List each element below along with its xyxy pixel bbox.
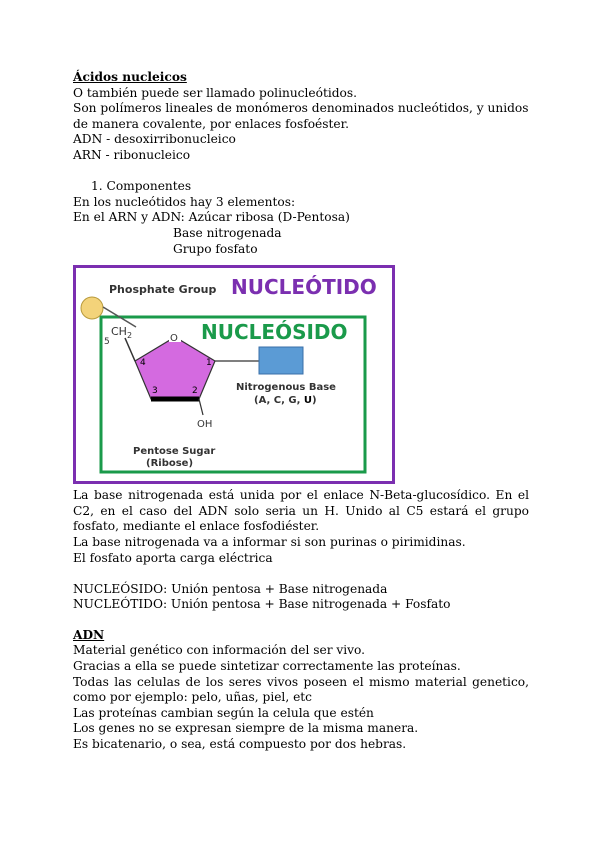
paragraph: La base nitrogenada va a informar si son purinas o pirimidinas. xyxy=(73,534,466,549)
carbon-3-label: 3 xyxy=(152,386,158,397)
intro-line: ADN - desoxirribonucleico xyxy=(73,132,236,147)
adn-line: Material genético con información del ser vivo. xyxy=(73,643,366,658)
adn-line: Gracias a ella se puede sintetizar correctamente las proteínas. xyxy=(73,659,461,674)
ring-oxygen-label: O xyxy=(170,333,178,345)
ribose-label: (Ribose) xyxy=(146,458,194,470)
adn-heading: ADN xyxy=(73,627,105,642)
phosphate-label: Phosphate Group xyxy=(109,283,217,297)
nucleotide-title: NUCLEÓTIDO xyxy=(231,275,377,300)
components-line: En el ARN y ADN: Azúcar ribosa (D-Pentosa) xyxy=(73,210,350,225)
adn-line: Todas las celulas de los seres vivos poseen el mismo material genetico, como por ejemplo: pelo, uñas, piel, etc xyxy=(73,674,529,705)
paragraph: La base nitrogenada está unida por el enlace N-Beta-glucosídico. En el C2, en el caso del ADN solo seria un H. Unido al C5 estará el grupo fosfato, mediante el enlace fosfodiéster. xyxy=(73,488,529,534)
nitrogenous-base-icon xyxy=(259,347,303,374)
components-extra: Base nitrogenada xyxy=(173,225,282,240)
doc-title: Ácidos nucleicos xyxy=(73,70,187,84)
list-item-componentes: 1. Componentes xyxy=(91,179,192,194)
definition-nucleoside: NUCLEÓSIDO: Unión pentosa + Base nitrogenada xyxy=(73,581,388,596)
nucleotide-diagram xyxy=(73,265,395,484)
paragraph: El fosfato aporta carga eléctrica xyxy=(73,550,273,565)
adn-line: Es bicatenario, o sea, está compuesto por dos hebras. xyxy=(73,737,407,752)
intro-line: Son polímeros lineales de monómeros denominados nucleótidos, y unidos de manera covalente, por enlaces fosfoéster. xyxy=(73,101,529,131)
carbon-2-label: 2 xyxy=(192,386,198,397)
nucleoside-title: NUCLEÓSIDO xyxy=(201,320,348,345)
intro-line: ARN - ribonucleico xyxy=(73,147,191,162)
phosphate-icon xyxy=(81,297,103,319)
components-intro: En los nucleótidos hay 3 elementos: xyxy=(73,194,296,209)
ch2-label: $CH_2$ xyxy=(111,325,133,341)
document-page xyxy=(73,70,529,753)
adn-line: Las proteínas cambian según la celula que estén xyxy=(73,705,374,720)
carbon-5-label: 5 xyxy=(104,337,110,348)
nucleotide-figure xyxy=(73,265,395,484)
carbon-1-label: 1 xyxy=(206,358,212,369)
adn-line: Los genes no se expresan siempre de la misma manera. xyxy=(73,721,419,736)
pentose-label: Pentose Sugar xyxy=(133,446,216,458)
oh-label: OH xyxy=(197,419,213,431)
carbon-4-label: 4 xyxy=(140,358,146,369)
definition-nucleotide: NUCLEÓTIDO: Unión pentosa + Base nitrogenada + Fosfato xyxy=(73,597,451,612)
base-letters: (A, C, G, U) xyxy=(254,395,317,407)
base-label: Nitrogenous Base xyxy=(236,382,336,394)
components-extra: Grupo fosfato xyxy=(173,241,258,256)
intro-line: O también puede ser llamado polinucleótidos. xyxy=(73,85,358,100)
